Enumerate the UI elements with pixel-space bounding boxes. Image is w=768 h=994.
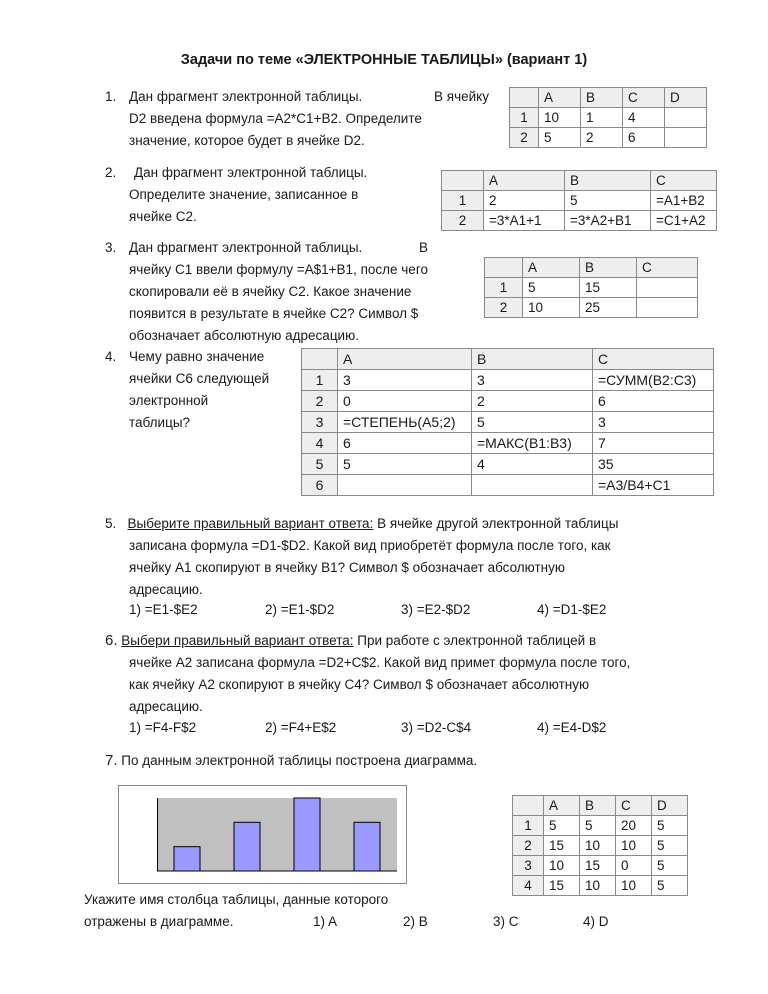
row-header: 4 [513, 876, 544, 896]
table-row [302, 412, 714, 433]
task5-line-1 [105, 513, 618, 535]
row-header: 2 [485, 298, 523, 318]
corner-cell [485, 258, 523, 278]
column-header: C [593, 349, 714, 370]
table-row [513, 856, 688, 876]
table-cell: 5 [652, 876, 688, 896]
table-cell: 4 [472, 454, 593, 475]
table-cell: 10 [523, 298, 580, 318]
table-cell: 6 [338, 433, 472, 454]
table-cell: 15 [580, 856, 616, 876]
table-cell [637, 298, 698, 318]
task5-line: адресацию. [129, 582, 203, 597]
table-cell: 10 [544, 856, 580, 876]
task4-line: таблицы? [129, 415, 191, 430]
table-row [302, 391, 714, 412]
task7-answer: 3) C [493, 914, 519, 929]
task2-number: 2. [105, 165, 117, 180]
row-header: 1 [510, 108, 539, 128]
chart-bar [294, 798, 320, 871]
table-cell: 10 [580, 876, 616, 896]
table-cell: 10 [539, 108, 581, 128]
task5-answer: 1) =E1-$E2 [129, 602, 198, 617]
table-cell [472, 475, 593, 496]
column-header: B [580, 796, 616, 816]
column-header: C [623, 88, 665, 108]
task7-table [512, 795, 688, 896]
row-header: 3 [513, 856, 544, 876]
task6-answer: 3) =D2-C$4 [401, 720, 472, 735]
corner-cell [510, 88, 539, 108]
table-cell: 5 [652, 836, 688, 856]
task5-answer: 4) =D1-$E2 [537, 602, 607, 617]
task6-line: адресацию. [129, 699, 203, 714]
table-row [442, 191, 717, 211]
task3-line: ячейку C1 ввели формулу =A$1+B1, после чего [129, 262, 428, 277]
chart-bar [354, 822, 380, 871]
row-header: 1 [302, 370, 338, 391]
table-cell: 10 [580, 836, 616, 856]
column-header: C [616, 796, 652, 816]
table-row [302, 370, 714, 391]
table-cell: =C1+A2 [651, 211, 717, 231]
table-cell: 1 [581, 108, 623, 128]
task6-answer: 1) =F4-F$2 [129, 720, 197, 735]
task5-lead: Выберите правильный вариант ответа: [127, 516, 374, 531]
task1-line: В ячейку [434, 89, 489, 104]
bar-chart [157, 795, 397, 875]
table-row [442, 211, 717, 231]
task7-answer: 2) B [403, 914, 428, 929]
row-header: 4 [302, 433, 338, 454]
table-cell: =A1+B2 [651, 191, 717, 211]
column-header: C [637, 258, 698, 278]
task2-table [441, 170, 717, 231]
table-cell: =МАКС(B1:B3) [472, 433, 593, 454]
task6-answer: 4) =E4-D$2 [537, 720, 607, 735]
task2-line: Дан фрагмент электронной таблицы. [134, 165, 368, 180]
task4-table [301, 348, 714, 496]
table-row [485, 298, 698, 318]
task4-line: ячейки C6 следующей [129, 371, 270, 386]
table-cell: 6 [593, 391, 714, 412]
table-row [302, 454, 714, 475]
row-header: 3 [302, 412, 338, 433]
table-cell: 25 [580, 298, 637, 318]
table-cell: =СТЕПЕНЬ(A5;2) [338, 412, 472, 433]
row-header: 1 [442, 191, 484, 211]
task7-text: По данным электронной таблицы построена диаграмма. [121, 753, 478, 768]
table-row [510, 108, 707, 128]
task6-line-1 [105, 630, 596, 652]
table-cell: 5 [652, 816, 688, 836]
table-cell: 20 [616, 816, 652, 836]
row-header: 2 [510, 128, 539, 148]
task1-line: Дан фрагмент электронной таблицы. [129, 89, 363, 104]
table-cell: =3*A2+B1 [565, 211, 651, 231]
table-row [302, 433, 714, 454]
column-header: C [651, 171, 717, 191]
task5-line: записана формула =D1-$D2. Какой вид приобретёт формула после того, как [129, 538, 611, 553]
table-cell: 35 [593, 454, 714, 475]
task1-line: значение, которое будет в ячейке D2. [129, 133, 365, 148]
table-cell: 2 [484, 191, 565, 211]
column-header: B [581, 88, 623, 108]
table-row [485, 278, 698, 298]
task1-number: 1. [105, 89, 117, 104]
task3-line: Дан фрагмент электронной таблицы. [129, 240, 363, 255]
task2-line: ячейке C2. [129, 209, 197, 224]
row-header: 1 [485, 278, 523, 298]
task3-line: появится в результате в ячейке C2? Символ $ [129, 306, 419, 321]
table-cell: 5 [539, 128, 581, 148]
task3-table [484, 257, 698, 318]
task4-line: электронной [129, 393, 209, 408]
column-header: A [338, 349, 472, 370]
task5-answer: 2) =E1-$D2 [265, 602, 335, 617]
table-row [513, 836, 688, 856]
row-header: 2 [442, 211, 484, 231]
chart-bar [234, 822, 260, 871]
task3-line: обозначает абсолютную адресацию. [129, 328, 359, 343]
table-cell [637, 278, 698, 298]
task1-table [509, 87, 707, 148]
row-header: 2 [302, 391, 338, 412]
table-cell: 5 [523, 278, 580, 298]
table-cell: 5 [565, 191, 651, 211]
table-cell: 5 [544, 816, 580, 836]
chart-bar [174, 847, 200, 871]
column-header: B [565, 171, 651, 191]
task2-line: Определите значение, записанное в [129, 187, 359, 202]
row-header: 2 [513, 836, 544, 856]
column-header: A [523, 258, 580, 278]
table-cell: 6 [623, 128, 665, 148]
table-cell: 3 [472, 370, 593, 391]
task7-answer: 1) A [313, 914, 338, 929]
table-cell [338, 475, 472, 496]
task3-line: В [419, 240, 429, 255]
table-cell: 4 [623, 108, 665, 128]
task5-number: 5. [105, 516, 117, 531]
table-row [510, 128, 707, 148]
column-header: A [539, 88, 581, 108]
column-header: B [472, 349, 593, 370]
table-cell: 15 [544, 876, 580, 896]
table-cell: 5 [580, 816, 616, 836]
row-header: 5 [302, 454, 338, 475]
column-header: B [580, 258, 637, 278]
row-header: 6 [302, 475, 338, 496]
table-cell: =СУММ(B2:C3) [593, 370, 714, 391]
column-header: D [652, 796, 688, 816]
table-row [513, 876, 688, 896]
task6-number: 6. [105, 632, 118, 649]
column-header: A [544, 796, 580, 816]
table-cell: 0 [338, 391, 472, 412]
page-title: Задачи по теме «ЭЛЕКТРОННЫЕ ТАБЛИЦЫ» (вариант 1) [180, 52, 588, 68]
table-cell: 0 [616, 856, 652, 876]
column-header: A [484, 171, 565, 191]
table-cell: 3 [338, 370, 472, 391]
task1-line: D2 введена формула =A2*C1+B2. Определите [129, 111, 422, 126]
task3-line: скопировали её в ячейку C2. Какое значение [129, 284, 412, 299]
table-row [513, 816, 688, 836]
task7-question: отражены в диаграмме. [84, 914, 234, 929]
table-cell: =3*A1+1 [484, 211, 565, 231]
corner-cell [302, 349, 338, 370]
task4-line: Чему равно значение [129, 349, 265, 364]
task7-number: 7. [105, 752, 118, 769]
task7-question: Укажите имя столбца таблицы, данные которого [84, 892, 389, 907]
corner-cell [513, 796, 544, 816]
task5-line: ячейку A1 скопируют в ячейку B1? Символ $ обозначает абсолютную [129, 560, 565, 575]
table-cell: 10 [616, 836, 652, 856]
table-cell: 5 [338, 454, 472, 475]
task6-line: ячейке A2 записана формула =D2+C$2. Какой вид примет формула после того, [129, 655, 631, 670]
table-cell: 10 [616, 876, 652, 896]
table-cell: 2 [581, 128, 623, 148]
task3-number: 3. [105, 240, 117, 255]
task6-line: как ячейку A2 скопируют в ячейку C4? Символ $ обозначает абсолютную [129, 677, 590, 692]
table-cell: 7 [593, 433, 714, 454]
task5-line1-rest: В ячейке другой электронной таблицы [373, 516, 619, 531]
task4-number: 4. [105, 349, 117, 364]
task6-lead: Выбери правильный вариант ответа: [121, 633, 354, 648]
column-header: D [665, 88, 707, 108]
corner-cell [442, 171, 484, 191]
table-cell: 15 [544, 836, 580, 856]
task6-line1-rest: При работе с электронной таблицей в [353, 633, 597, 648]
table-cell: 3 [593, 412, 714, 433]
table-cell: 15 [580, 278, 637, 298]
table-cell: 5 [472, 412, 593, 433]
task6-answer: 2) =F4+E$2 [265, 720, 337, 735]
table-row [302, 475, 714, 496]
task7-answer: 4) D [583, 914, 609, 929]
table-cell [665, 108, 707, 128]
table-cell: 5 [652, 856, 688, 876]
task5-answer: 3) =E2-$D2 [401, 602, 471, 617]
table-cell: 2 [472, 391, 593, 412]
table-cell: =A3/B4+C1 [593, 475, 714, 496]
table-cell [665, 128, 707, 148]
row-header: 1 [513, 816, 544, 836]
task7-line [105, 750, 477, 772]
